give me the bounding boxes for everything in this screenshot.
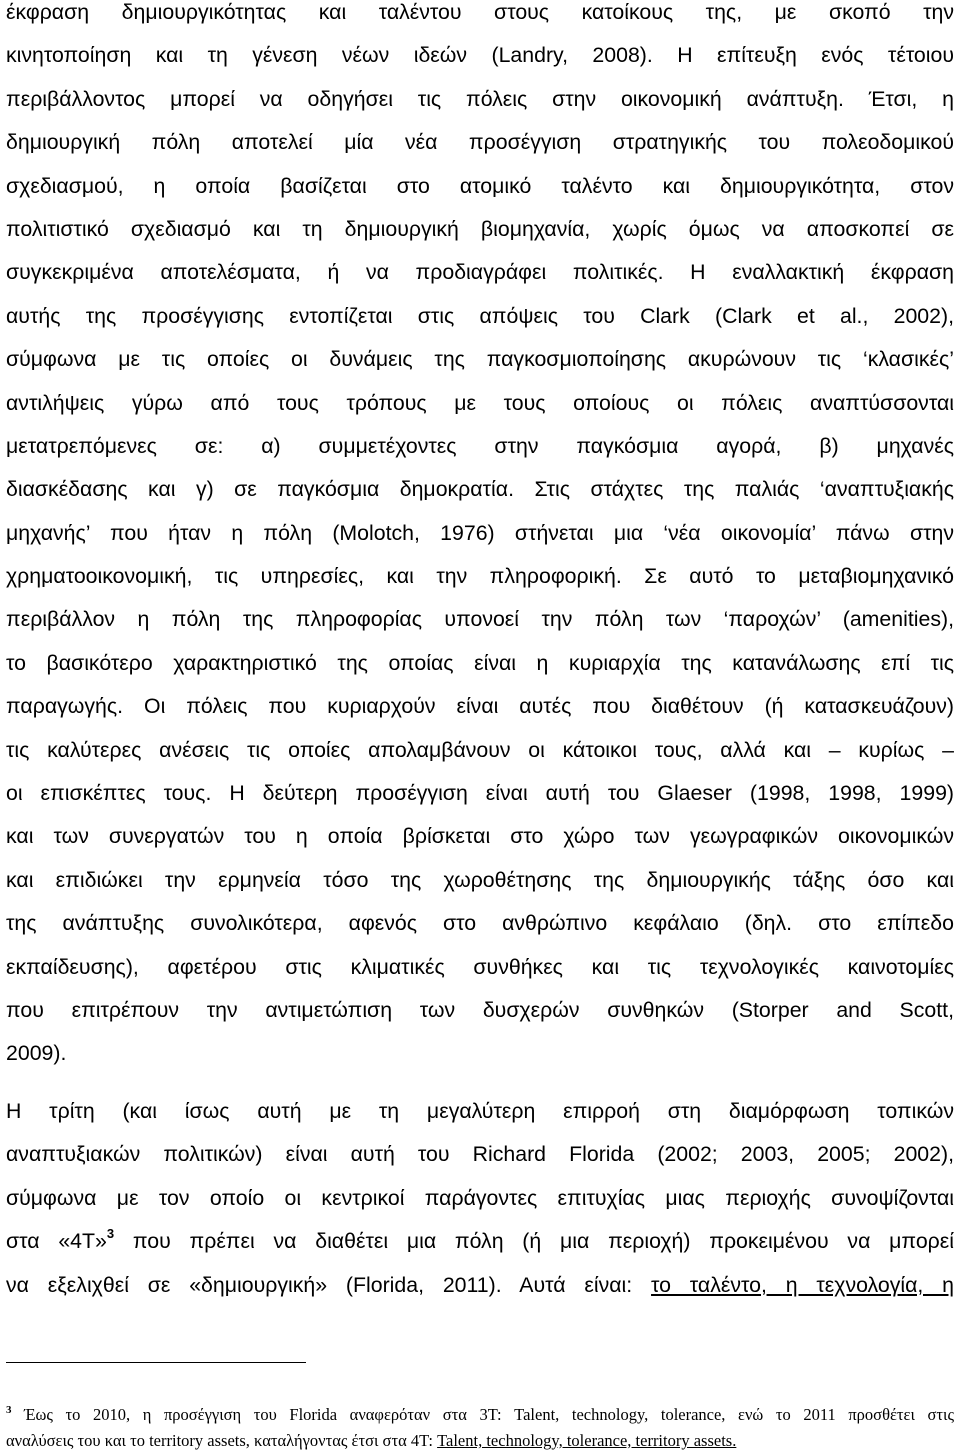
underlined-text: το ταλέντο, η τεχνολογία, η bbox=[651, 1272, 954, 1297]
text-line: μηχανής’ που ήταν η πόλη (Molotch, 1976) στήνεται μια ‘νέα οικονομία’ πάνω στην bbox=[6, 520, 954, 545]
text-line: σύμφωνα με τον οποίο οι κεντρικοί παράγοντες επιτυχίας μιας περιοχής συνοψίζονται bbox=[6, 1185, 954, 1210]
footnote-line bbox=[6, 1402, 954, 1428]
underlined-text: Talent, technology, tolerance, territory assets. bbox=[437, 1431, 737, 1450]
footnote-reference[interactable]: 3 bbox=[106, 1226, 115, 1242]
text-line bbox=[6, 1220, 954, 1263]
text-line: της ανάπτυξης συνολικότερα, αφενός στο ανθρώπινο κεφάλαιο (δηλ. στο επίπεδο bbox=[6, 911, 954, 936]
text-line: μετατρεπόμενες σε: α) συμμετέχοντες στην παγκόσμια αγορά, β) μηχανές bbox=[6, 433, 954, 458]
text-fragment: Έως το 2010, η προσέγγιση του Florida αναφερόταν στα 3Τ: Talent, technology, tolerance, ενώ το 2011 προσθέτει στις bbox=[11, 1405, 954, 1424]
text-line: διασκέδασης και γ) σε παγκόσμια δημοκρατία. Στις στάχτες της παλιάς ‘αναπτυξιακής bbox=[6, 477, 954, 502]
footnote bbox=[6, 1402, 954, 1454]
text-line bbox=[6, 1264, 954, 1307]
text-line: έκφραση δημιουργικότητας και ταλέντου στους κατοίκους της, με σκοπό την bbox=[6, 0, 954, 24]
body-paragraph-1 bbox=[6, 0, 954, 1076]
text-line: σύμφωνα με τις οποίες οι δυνάμεις της παγκοσμιοποίησης ακυρώνουν τις ‘κλασικές’ bbox=[6, 347, 954, 372]
text-line: Η τρίτη (και ίσως αυτή με τη μεγαλύτερη επιρροή στη διαμόρφωση τοπικών bbox=[6, 1099, 954, 1123]
footnote-separator bbox=[6, 1362, 306, 1363]
text-fragment: να εξελιχθεί σε «δημιουργική» (Florida, 2011). Αυτά είναι: bbox=[6, 1272, 652, 1297]
text-line: τις καλύτερες ανέσεις τις οποίες απολαμβάνουν οι κάτοικοι τους, αλλά και – κυρίως – bbox=[6, 737, 954, 762]
text-line: αυτής της προσέγγισης εντοπίζεται στις απόψεις του Clark (Clark et al., 2002), bbox=[6, 303, 954, 328]
text-line: σχεδιασμού, η οποία βασίζεται στο ατομικό ταλέντο και δημιουργικότητα, στον bbox=[6, 173, 954, 198]
footnote-line bbox=[6, 1428, 954, 1454]
text-line: το βασικότερο χαρακτηριστικό της οποίας είναι η κυριαρχία της κατανάλωσης επί τις bbox=[6, 650, 954, 675]
text-line: περιβάλλοντος μπορεί να οδηγήσει τις πόλεις στην οικονομική ανάπτυξη. Έτσι, η bbox=[6, 86, 954, 111]
text-line: και των συνεργατών του η οποία βρίσκεται στο χώρο των γεωγραφικών οικονομικών bbox=[6, 824, 954, 849]
text-line: κινητοποίηση και τη γένεση νέων ιδεών (Landry, 2008). Η επίτευξη ενός τέτοιου bbox=[6, 43, 954, 68]
text-line: χρηματοοικονομική, τις υπηρεσίες, και την πληροφορική. Σε αυτό το μεταβιομηχανικό bbox=[6, 564, 954, 589]
text-line: εκπαίδευσης), αφετέρου στις κλιματικές συνθήκες και τις τεχνολογικές καινοτομίες bbox=[6, 954, 954, 979]
body-paragraph-2 bbox=[6, 1090, 954, 1307]
text-line: συγκεκριμένα αποτελέσματα, ή να προδιαγράφει πολιτικές. Η εναλλακτική έκφραση bbox=[6, 260, 954, 285]
text-line: 2009). bbox=[6, 1041, 67, 1066]
text-line: οι επισκέπτες τους. Η δεύτερη προσέγγιση είναι αυτή του Glaeser (1998, 1998, 1999) bbox=[6, 781, 954, 806]
footnote-number: 3 bbox=[6, 1403, 12, 1416]
text-line: που επιτρέπουν την αντιμετώπιση των δυσχερών συνθηκών (Storper and Scott, bbox=[6, 997, 954, 1022]
text-line: πολιτιστικό σχεδιασμό και τη δημιουργική βιομηχανία, χωρίς όμως να αποσκοπεί σε bbox=[6, 216, 954, 241]
text-fragment: στα «4Τ» bbox=[6, 1229, 107, 1254]
text-fragment: που πρέπει να διαθέτει μια πόλη (ή μια περιοχή) προκειμένου να μπορεί bbox=[114, 1229, 955, 1254]
text-line: παραγωγής. Οι πόλεις που κυριαρχούν είναι αυτές που διαθέτουν (ή κατασκευάζουν) bbox=[6, 694, 954, 719]
text-line: αναπτυξιακών πολιτικών) είναι αυτή του Richard Florida (2002; 2003, 2005; 2002), bbox=[6, 1142, 954, 1167]
text-line: περιβάλλον η πόλη της πληροφορίας υπονοεί την πόλη των ‘παροχών’ (amenities), bbox=[6, 607, 954, 632]
text-line: δημιουργική πόλη αποτελεί μία νέα προσέγγιση στρατηγικής του πολεοδομικού bbox=[6, 130, 954, 155]
text-line: και επιδιώκει την ερμηνεία τόσο της χωροθέτησης της δημιουργικής τάξης όσο και bbox=[6, 867, 954, 892]
text-line: αντιλήψεις γύρω από τους τρόπους με τους οποίους οι πόλεις αναπτύσσονται bbox=[6, 390, 954, 415]
text-fragment: αναλύσεις του και το territory assets, καταλήγοντας έτσι στα 4Τ: bbox=[6, 1431, 438, 1450]
